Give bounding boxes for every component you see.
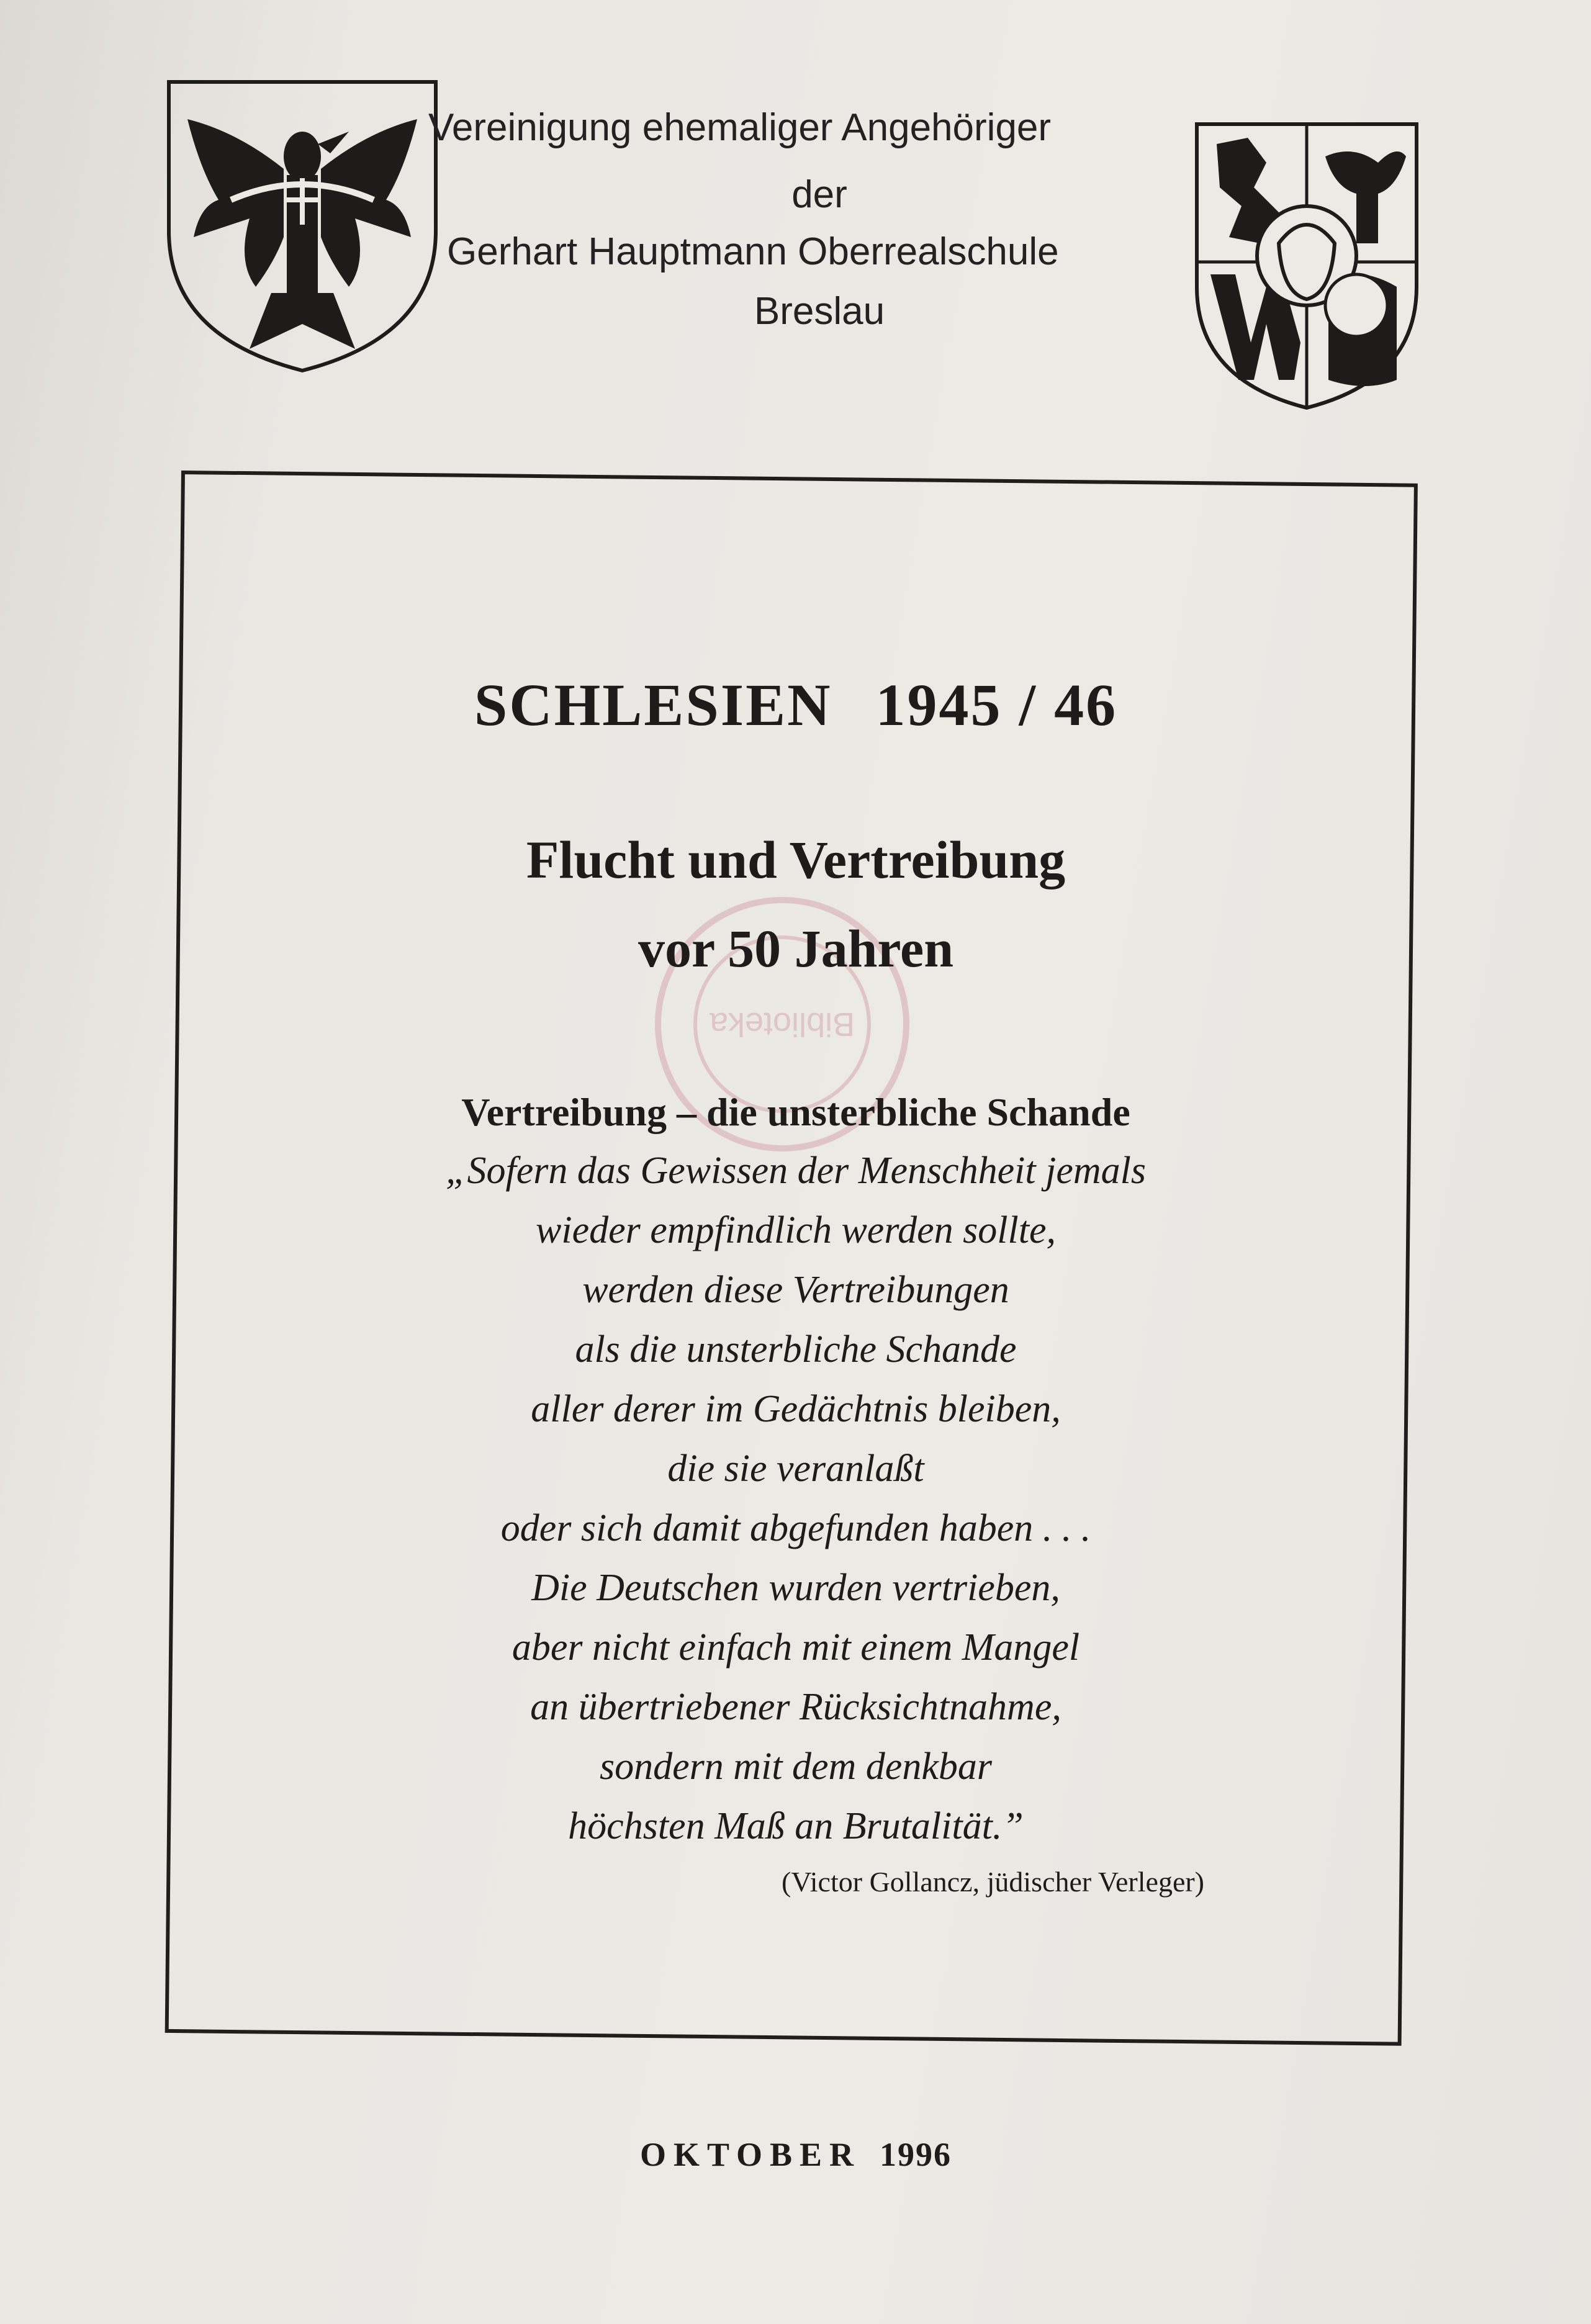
quote-line: Die Deutschen wurden vertrieben,	[531, 1567, 1060, 1609]
quote-line: als die unsterbliche Schande	[575, 1328, 1017, 1371]
quote-line: die sie veranlaßt	[667, 1448, 924, 1490]
title-years: 1945 / 46	[875, 672, 1118, 738]
footer-year: 1996	[880, 2136, 952, 2173]
quote-heading: Vertreibung – die unsterbliche Schande	[461, 1090, 1130, 1134]
quote-line: werden diese Vertreibungen	[582, 1269, 1009, 1311]
silesian-eagle-crest	[163, 76, 442, 374]
breslau-city-crest	[1192, 119, 1422, 411]
subtitle-line-2: vor 50 Jahren	[638, 919, 954, 978]
page-title	[181, 670, 1410, 739]
quote-line: wieder empfindlich werden sollte,	[536, 1209, 1056, 1251]
quote-line: höchsten Maß an Brutalität.”	[568, 1805, 1024, 1847]
header-line-city: Breslau	[754, 290, 885, 333]
header-line-der: der	[791, 173, 847, 216]
subtitle-line-1: Flucht und Vertreibung	[526, 830, 1066, 890]
quote-line: an übertriebener Rücksichtnahme,	[530, 1686, 1061, 1728]
title-main: SCHLESIEN	[474, 672, 832, 738]
stamp-text: Biblioteka	[709, 1006, 855, 1043]
quote-line: aller derer im Gedächtnis bleiben,	[531, 1388, 1061, 1430]
quote-line: „Sofern das Gewissen der Menschheit jemals	[446, 1150, 1146, 1192]
quote-block	[181, 1141, 1410, 1856]
footer-month: OKTOBER	[639, 2136, 862, 2173]
quote-line: oder sich damit abgefunden haben . . .	[500, 1507, 1091, 1549]
header-line-school: Gerhart Hauptmann Oberrealschule	[447, 230, 1059, 273]
header-line-association: Vereinigung ehemaliger Angehöriger	[428, 106, 1052, 149]
quote-line: sondern mit dem denkbar	[600, 1745, 992, 1788]
quote-line: aber nicht einfach mit einem Mangel	[512, 1626, 1080, 1669]
quote-attribution: (Victor Gollancz, jüdischer Verleger)	[782, 1866, 1204, 1898]
publication-date	[181, 2135, 1410, 2174]
